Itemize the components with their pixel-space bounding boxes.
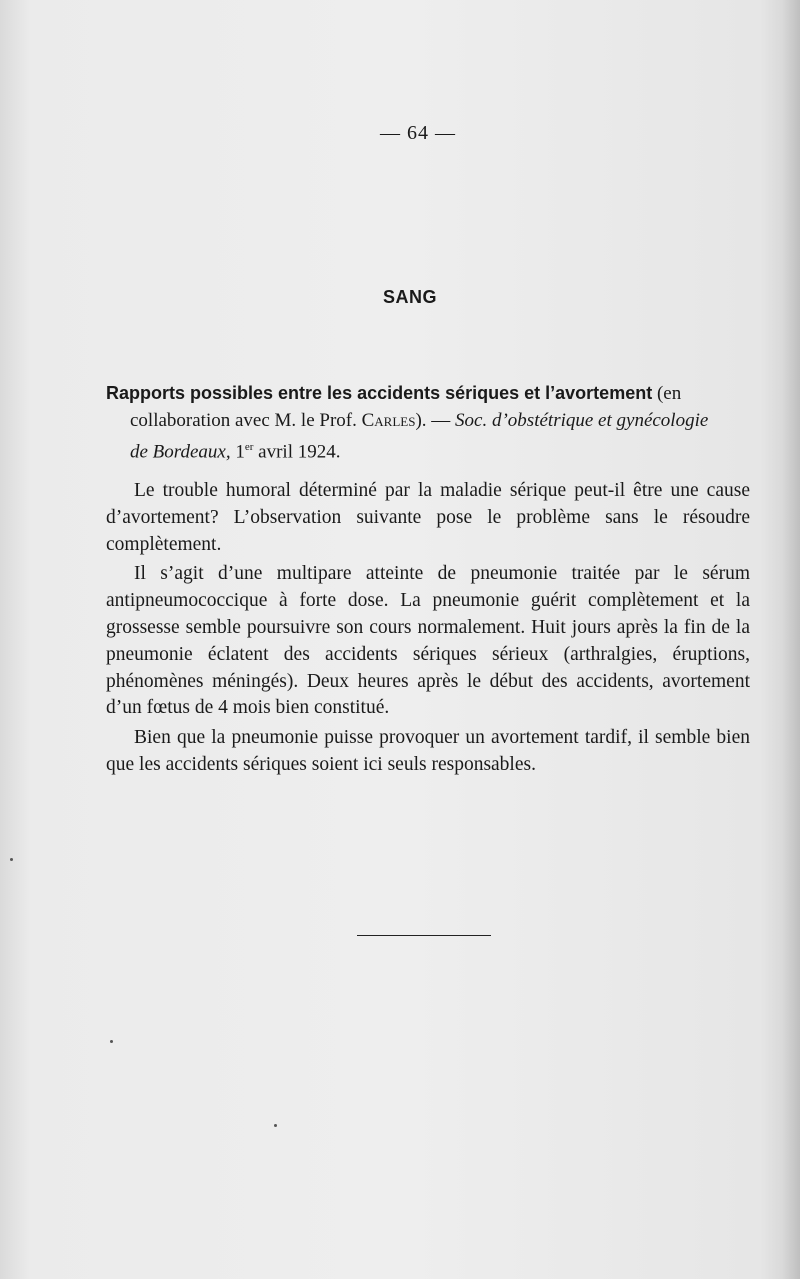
society-place: de Bordeaux, bbox=[130, 441, 231, 463]
bibliographic-reference bbox=[106, 380, 754, 465]
section-title: SANG bbox=[382, 287, 437, 307]
paragraph-3: Bien que la pneumonie puisse provoquer un avortement tardif, il semble bien que les accidents sériques soient ici seuls responsables. bbox=[106, 727, 750, 775]
scan-speck bbox=[10, 858, 13, 861]
paragraph-1: Le trouble humoral déterminé par la maladie sérique peut-il être une cause d’avortement? L’observation suivante pose le problème sans le résoudre complètement. bbox=[106, 480, 750, 555]
reference-date: avril 1924. bbox=[258, 441, 341, 463]
reference-day: 1 bbox=[235, 441, 245, 463]
reference-open-paren: (en bbox=[656, 383, 682, 404]
collaborator-name: Carles bbox=[361, 410, 416, 431]
paragraph-2: Il s’agit d’une multipare atteinte de pneumonie traitée par le sérum antipneumococcique à forte dose. La pneumonie guérit complètement et la grossesse semble poursuivre son cours normalement. Huit jours après la fin de la pneumonie éclatent des accidents sériques sérieux (arthralgies, éruptions, phénomènes méningés). Deux heures après le début des accidents, avortement d’un fœtus de 4 mois bien constitué. bbox=[106, 563, 750, 719]
reference-day-suffix: er bbox=[244, 441, 254, 453]
page-number: — 64 — bbox=[380, 122, 456, 144]
scan-speck bbox=[110, 1040, 113, 1043]
article-title: Rapports possibles entre les accidents sériques et l’avortement bbox=[106, 383, 653, 403]
society-name: Soc. d’obstétrique et gynécologie bbox=[455, 410, 709, 431]
collaboration-prefix: collaboration avec M. le Prof. bbox=[130, 410, 357, 431]
end-rule bbox=[357, 935, 491, 936]
scan-speck bbox=[274, 1124, 277, 1127]
reference-line-3 bbox=[106, 434, 754, 465]
reference-line-1 bbox=[106, 380, 754, 407]
reference-line-2 bbox=[106, 407, 754, 434]
collaboration-suffix: ). — bbox=[415, 410, 451, 431]
body-text bbox=[106, 478, 750, 782]
page-edge-shadow bbox=[782, 0, 800, 1279]
